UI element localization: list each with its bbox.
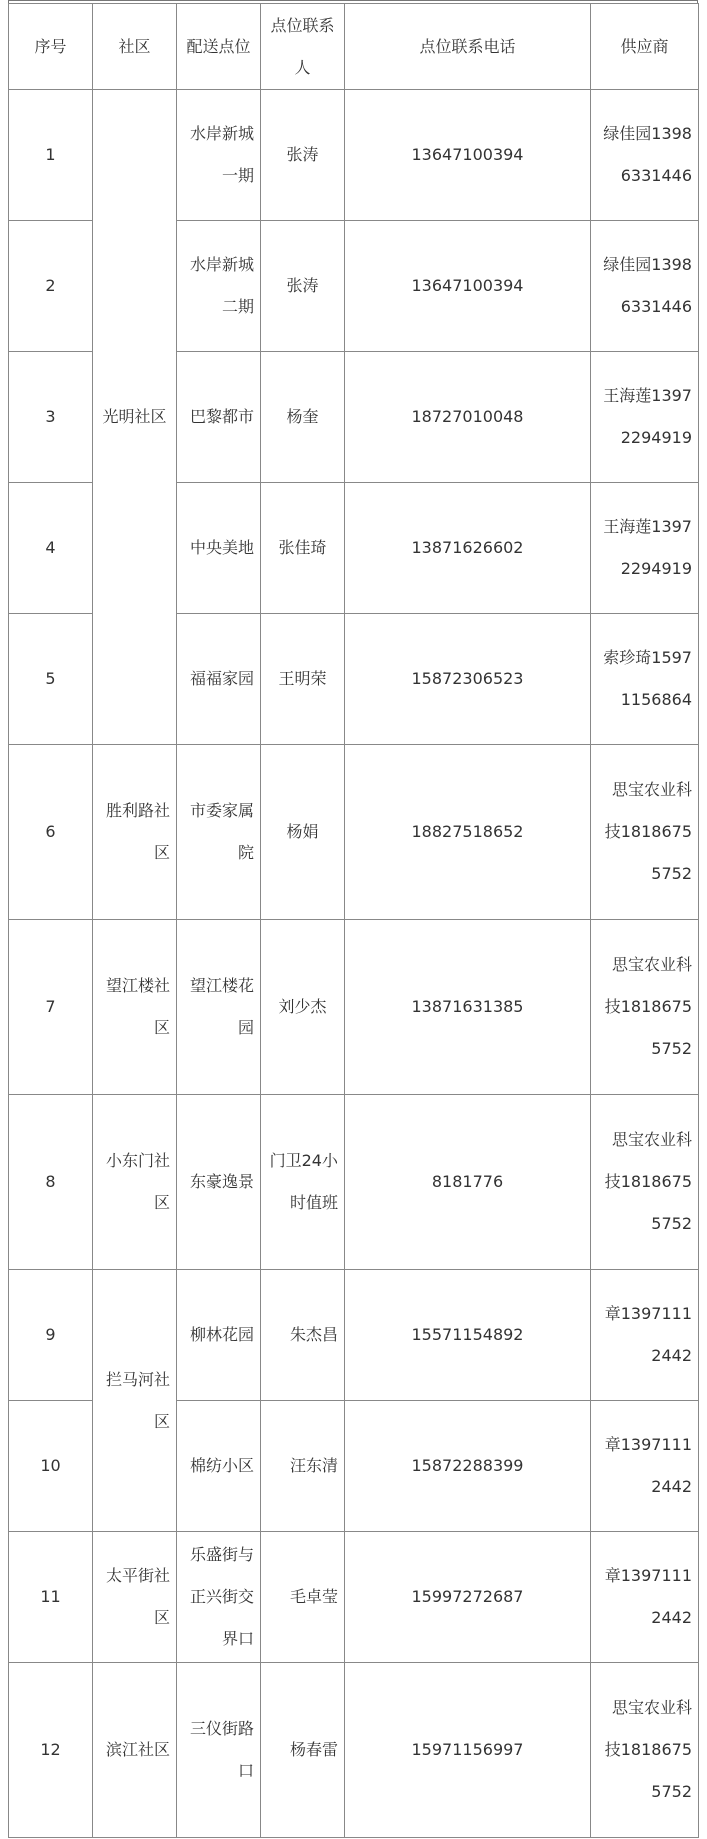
phone-cell: 13871626602 [345,483,591,614]
row-index-cell: 10 [9,1401,93,1532]
table-row [9,1532,699,1663]
table-row [9,1663,699,1838]
row-index-cell: 8 [9,1095,93,1270]
row-index-cell: 4 [9,483,93,614]
phone-cell: 15971156997 [345,1663,591,1838]
community-cell: 光明社区 [93,90,177,745]
point-cell: 中央美地 [177,483,261,614]
row-index-cell: 5 [9,614,93,745]
supplier-cell: 思宝农业科技18186755752 [591,920,699,1095]
contact-cell: 毛卓莹 [261,1532,345,1663]
contact-cell: 门卫24小时值班 [261,1095,345,1270]
point-cell: 望江楼花园 [177,920,261,1095]
phone-cell: 13871631385 [345,920,591,1095]
distribution-table [8,3,699,1838]
point-cell: 福福家园 [177,614,261,745]
point-cell: 巴黎都市 [177,352,261,483]
phone-cell: 15872288399 [345,1401,591,1532]
table-header-row [9,4,699,90]
point-cell: 水岸新城一期 [177,90,261,221]
supplier-cell: 王海莲13972294919 [591,483,699,614]
contact-cell: 杨奎 [261,352,345,483]
header-community: 社区 [93,4,177,90]
community-cell: 望江楼社区 [93,920,177,1095]
point-cell: 市委家属院 [177,745,261,920]
point-cell: 棉纺小区 [177,1401,261,1532]
community-cell: 太平街社区 [93,1532,177,1663]
supplier-cell: 绿佳园13986331446 [591,221,699,352]
table-row [9,920,699,1095]
contact-cell: 朱杰昌 [261,1270,345,1401]
community-cell: 小东门社区 [93,1095,177,1270]
phone-cell: 18727010048 [345,352,591,483]
contact-cell: 张佳琦 [261,483,345,614]
contact-cell: 刘少杰 [261,920,345,1095]
contact-cell: 杨春雷 [261,1663,345,1838]
phone-cell: 15872306523 [345,614,591,745]
table-row [9,745,699,920]
row-index-cell: 7 [9,920,93,1095]
supplier-cell: 思宝农业科技18186755752 [591,1095,699,1270]
supplier-cell: 索珍琦15971156864 [591,614,699,745]
supplier-cell: 思宝农业科技18186755752 [591,745,699,920]
point-cell: 柳林花园 [177,1270,261,1401]
table-row [9,1095,699,1270]
phone-cell: 15997272687 [345,1532,591,1663]
phone-cell: 13647100394 [345,221,591,352]
supplier-cell: 王海莲13972294919 [591,352,699,483]
header-point: 配送点位 [177,4,261,90]
row-index-cell: 1 [9,90,93,221]
contact-cell: 张涛 [261,90,345,221]
table-row [9,90,699,221]
header-contact: 点位联系人 [261,4,345,90]
contact-cell: 汪东清 [261,1401,345,1532]
row-index-cell: 12 [9,1663,93,1838]
header-supplier: 供应商 [591,4,699,90]
row-index-cell: 11 [9,1532,93,1663]
supplier-cell: 思宝农业科技18186755752 [591,1663,699,1838]
contact-cell: 张涛 [261,221,345,352]
supplier-cell: 章13971112442 [591,1401,699,1532]
supplier-cell: 章13971112442 [591,1270,699,1401]
phone-cell: 15571154892 [345,1270,591,1401]
row-index-cell: 6 [9,745,93,920]
point-cell: 三仪街路口 [177,1663,261,1838]
row-index-cell: 3 [9,352,93,483]
contact-cell: 杨娟 [261,745,345,920]
community-cell: 滨江社区 [93,1663,177,1838]
community-cell: 胜利路社区 [93,745,177,920]
point-cell: 东豪逸景 [177,1095,261,1270]
row-index-cell: 9 [9,1270,93,1401]
supplier-cell: 章13971112442 [591,1532,699,1663]
point-cell: 水岸新城二期 [177,221,261,352]
contact-cell: 王明荣 [261,614,345,745]
top-border-line [8,0,698,1]
phone-cell: 8181776 [345,1095,591,1270]
row-index-cell: 2 [9,221,93,352]
header-index: 序号 [9,4,93,90]
table-row [9,1270,699,1401]
community-cell: 拦马河社区 [93,1270,177,1532]
point-cell: 乐盛街与正兴街交界口 [177,1532,261,1663]
supplier-cell: 绿佳园13986331446 [591,90,699,221]
phone-cell: 18827518652 [345,745,591,920]
phone-cell: 13647100394 [345,90,591,221]
header-phone: 点位联系电话 [345,4,591,90]
